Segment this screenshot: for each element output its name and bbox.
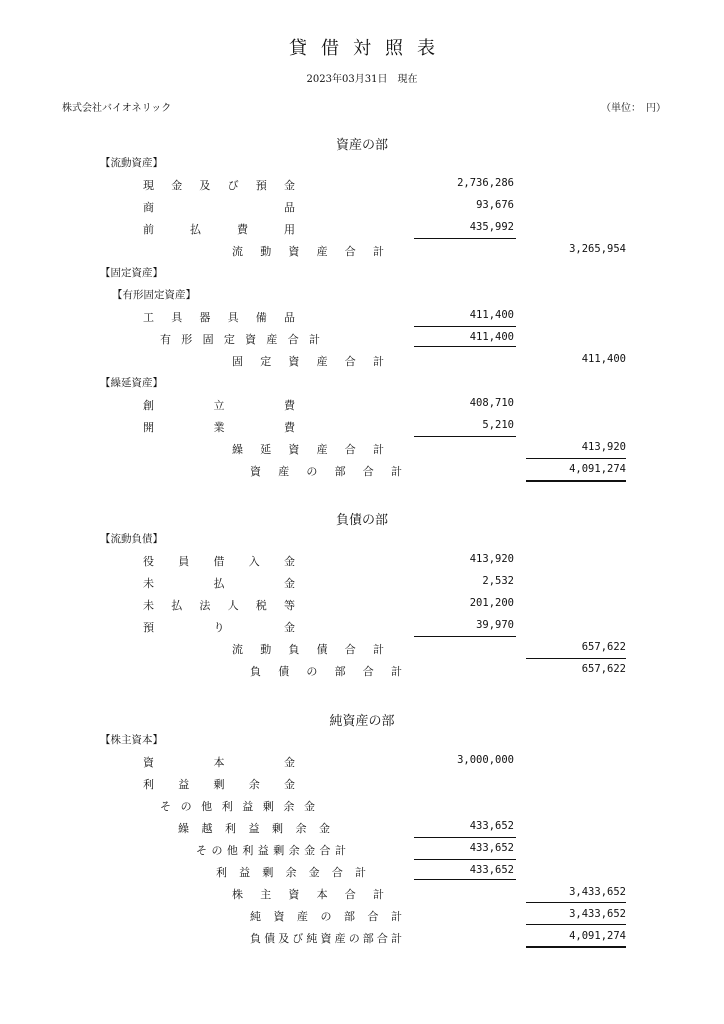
item-amount: 2,532 <box>482 575 514 587</box>
startup-cost-row <box>0 416 724 438</box>
category-label: 【流動負債】 <box>100 533 163 545</box>
goods-row <box>0 196 724 218</box>
underline <box>526 458 626 459</box>
item-amount: 5,210 <box>482 419 514 431</box>
retained-earnings-row <box>0 773 724 795</box>
document-title: 貸借対照表 <box>289 38 449 59</box>
total-amount: 413,920 <box>581 441 626 453</box>
underline <box>414 436 516 437</box>
total-double-rule <box>526 480 626 482</box>
item-amount: 201,200 <box>469 597 514 609</box>
total-label: 流動負債合計 <box>232 643 384 656</box>
item-amount: 435,992 <box>469 221 514 233</box>
total-label: 負債の部合計 <box>250 665 402 678</box>
as-of-date: 2023年03月31日 現在 <box>306 74 418 85</box>
item-amount: 433,652 <box>469 820 514 832</box>
item-label: 創立費 <box>143 399 295 412</box>
total-amount: 3,433,652 <box>569 886 626 898</box>
total-label: 純資産の部合計 <box>250 910 402 923</box>
item-amount: 413,920 <box>469 553 514 565</box>
current-liabilities-total-row <box>0 638 724 660</box>
current-liabilities-category <box>0 528 724 550</box>
item-amount: 39,970 <box>476 619 514 631</box>
item-label: 未払金 <box>143 577 295 590</box>
underline <box>526 658 626 659</box>
tools-row <box>0 306 724 328</box>
item-amount: 411,400 <box>469 309 514 321</box>
item-amount: 3,000,000 <box>457 754 514 766</box>
underline <box>414 879 516 880</box>
grand-total-rule <box>526 946 626 948</box>
total-label: 繰延資産合計 <box>232 443 384 456</box>
total-label: 負債及び純資産の部合計 <box>250 932 402 945</box>
cash-row <box>0 174 724 196</box>
assets-section-title: 資産の部 <box>335 138 388 153</box>
category-label: 【株主資本】 <box>100 734 163 746</box>
assets-total-row <box>0 460 724 482</box>
current-assets-total-row <box>0 240 724 262</box>
total-amount: 411,400 <box>581 353 626 365</box>
underline <box>414 346 516 347</box>
item-label: 利益剰余金 <box>143 778 295 791</box>
item-label: 役員借入金 <box>143 555 295 568</box>
underline <box>414 859 516 860</box>
category-label: 【繰延資産】 <box>100 377 163 389</box>
item-amount: 2,736,286 <box>457 177 514 189</box>
fixed-assets-category <box>0 262 724 284</box>
other-retained-total-row <box>0 839 724 861</box>
total-label: 有形固定資産合計 <box>160 333 320 346</box>
total-amount: 657,622 <box>581 663 626 675</box>
deposits-row <box>0 616 724 638</box>
liabilities-total-row <box>0 660 724 682</box>
category-label: 【流動資産】 <box>100 157 163 169</box>
item-label: 現金及び預金 <box>143 179 295 192</box>
item-label: 工具器具備品 <box>143 311 295 324</box>
total-amount: 4,091,274 <box>569 930 626 942</box>
capital-row <box>0 751 724 773</box>
fixed-assets-total-row <box>0 350 724 372</box>
shareholders-equity-category <box>0 729 724 751</box>
underline <box>414 837 516 838</box>
total-label: 利益剰余金合計 <box>216 866 366 879</box>
organization-cost-row <box>0 394 724 416</box>
item-label: 資本金 <box>143 756 295 769</box>
officer-loan-row <box>0 550 724 572</box>
total-amount: 657,622 <box>581 641 626 653</box>
total-label: 株主資本合計 <box>232 888 384 901</box>
total-amount: 3,433,652 <box>569 908 626 920</box>
item-label: 未払法人税等 <box>143 599 295 612</box>
item-amount: 408,710 <box>469 397 514 409</box>
total-label: 資産の部合計 <box>250 465 402 478</box>
total-amount: 411,400 <box>469 331 514 343</box>
underline <box>414 636 516 637</box>
item-amount: 93,676 <box>476 199 514 211</box>
item-label: 開業費 <box>143 421 295 434</box>
deferred-total-row <box>0 438 724 460</box>
tangible-assets-category <box>0 284 724 306</box>
total-amount: 433,652 <box>469 864 514 876</box>
tangible-total-row <box>0 328 724 350</box>
unit-label: （単位： 円） <box>601 103 666 114</box>
total-amount: 433,652 <box>469 842 514 854</box>
retained-total-row <box>0 861 724 883</box>
other-retained-row <box>0 795 724 817</box>
total-label: その他利益剰余金合計 <box>196 844 346 857</box>
item-label: 繰越利益剰余金 <box>178 822 330 835</box>
item-label: 商品 <box>143 201 295 214</box>
category-label: 【有形固定資産】 <box>112 289 196 301</box>
underline <box>526 924 626 925</box>
company-name: 株式会社バイオネリック <box>62 103 172 114</box>
income-tax-payable-row <box>0 594 724 616</box>
carried-forward-row <box>0 817 724 839</box>
underline <box>414 326 516 327</box>
total-amount: 4,091,274 <box>569 463 626 475</box>
equity-section-title: 純資産の部 <box>329 714 395 729</box>
item-label: 預り金 <box>143 621 295 634</box>
category-label: 【固定資産】 <box>100 267 163 279</box>
payable-row <box>0 572 724 594</box>
total-amount: 3,265,954 <box>569 243 626 255</box>
item-label: 前払費用 <box>143 223 295 236</box>
current-assets-category <box>0 152 724 174</box>
prepaid-row <box>0 218 724 240</box>
deferred-assets-category <box>0 372 724 394</box>
total-label: 固定資産合計 <box>232 355 384 368</box>
total-label: 流動資産合計 <box>232 245 384 258</box>
underline <box>414 238 516 239</box>
liabilities-section-title: 負債の部 <box>335 513 388 528</box>
underline <box>526 902 626 903</box>
item-label: その他利益剰余金 <box>160 800 315 813</box>
